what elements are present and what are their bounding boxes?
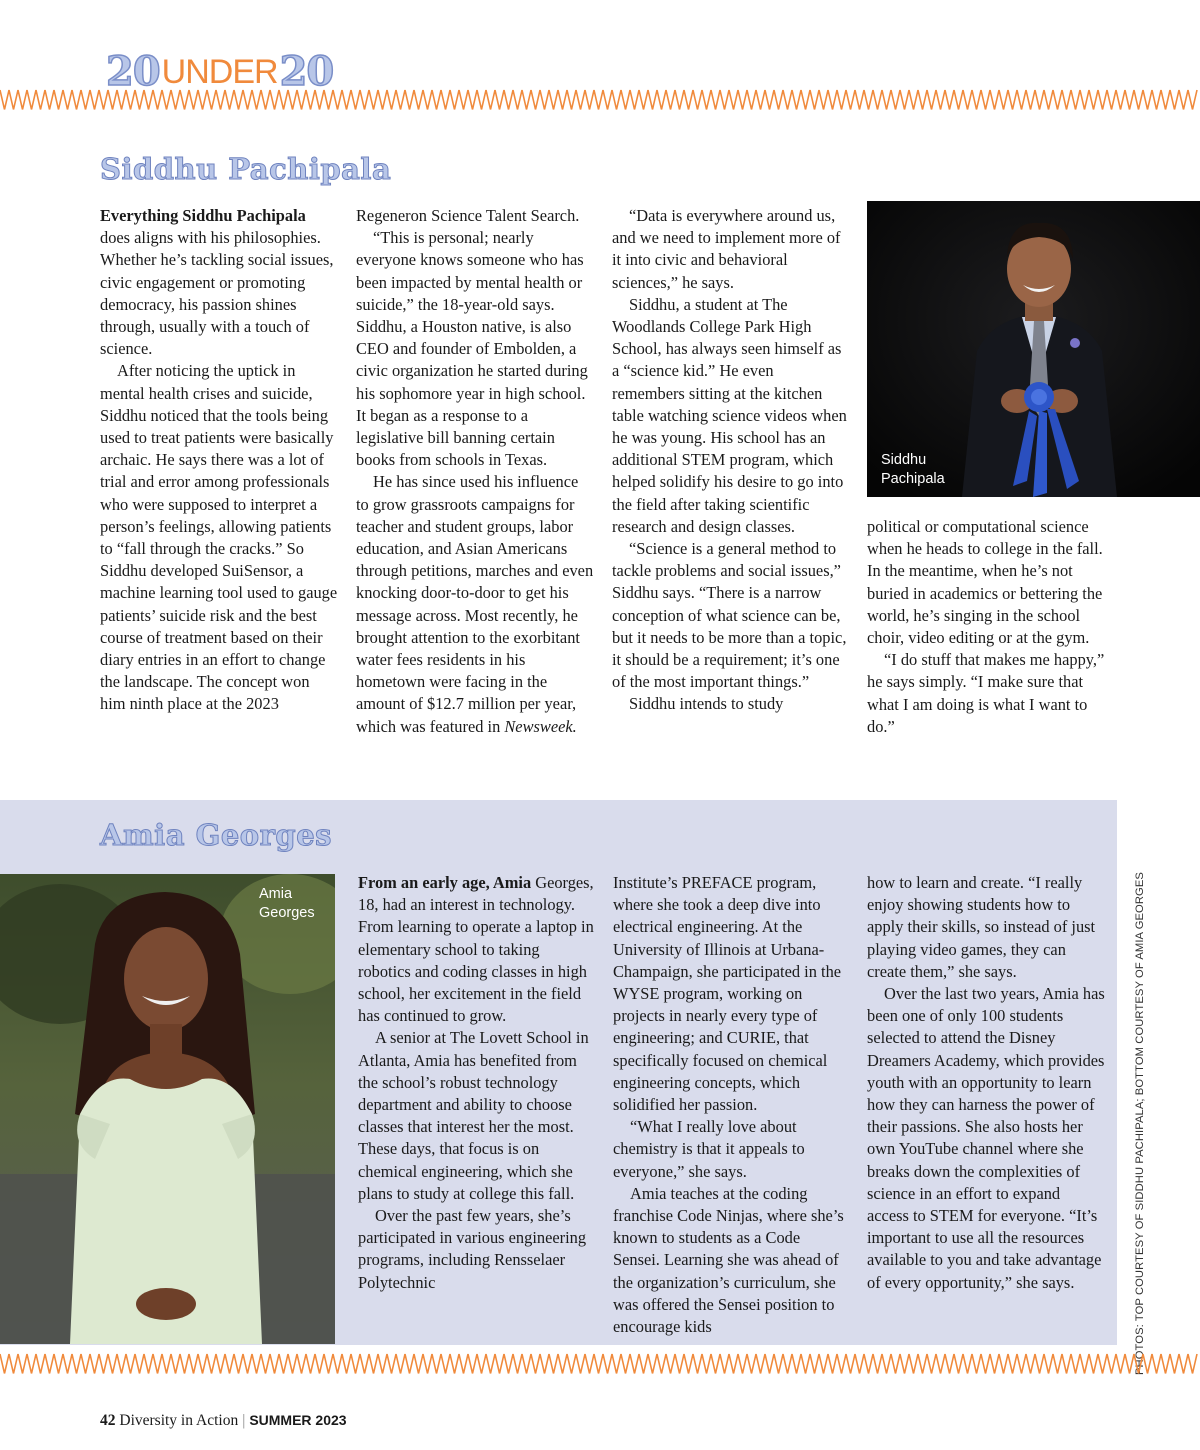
siddhu-column-2	[356, 205, 594, 738]
top-zigzag-rule	[0, 86, 1200, 114]
paragraph	[356, 205, 594, 227]
paragraph	[100, 360, 338, 715]
page-number: 42	[100, 1412, 116, 1429]
amia-column-2	[613, 872, 851, 1338]
profile-heading-siddhu: Siddhu Pachipala	[100, 152, 392, 186]
paragraph	[613, 872, 851, 1116]
paragraph	[867, 983, 1105, 1294]
lead-in: From an early age, Amia	[358, 873, 532, 892]
bottom-zigzag-rule	[0, 1350, 1200, 1378]
paragraph-text: “What I really love about chemistry is that it appeals to everyone,” she says.	[613, 1117, 805, 1181]
italic-text: Newsweek.	[504, 716, 577, 736]
paragraph-text: political or computational science when he heads to college in the fall. In the meantime, when he’s not buried in academics or bettering the world, he’s singing in the school choir, video editing or at the gym.	[867, 517, 1103, 648]
paragraph	[612, 205, 850, 294]
paragraph-text: “I do stuff that makes me happy,” he says simply. “I make sure that what I am doing is what I want to do.”	[867, 650, 1105, 736]
paragraph-text: A senior at The Lovett School in Atlanta, Amia has benefited from the school’s robust technology department and ability to choose classes that interest her the most. These days, that focus is on chemical engineering, which she plans to study at college this fall.	[358, 1028, 589, 1203]
amia-portrait-image	[0, 874, 335, 1344]
page-footer	[100, 1412, 347, 1430]
paragraph	[612, 538, 850, 693]
paragraph-text: Siddhu intends to study	[629, 694, 784, 714]
logo-under: UNDER	[161, 53, 278, 91]
siddhu-photo	[867, 201, 1200, 497]
amia-column-1	[358, 872, 596, 1294]
paragraph	[867, 516, 1105, 649]
paragraph-text: “Data is everywhere around us, and we need to implement more of it into civic and behavioral sciences,” he says.	[612, 206, 841, 292]
logo-number-left: 20	[106, 48, 160, 95]
publication-name: Diversity in Action	[119, 1412, 239, 1429]
paragraph-text: Regeneron Science Talent Search.	[356, 206, 580, 225]
amia-column-3	[867, 872, 1105, 1294]
paragraph	[358, 872, 596, 1027]
paragraph-text: how to learn and create. “I really enjoy showing students how to apply their skills, so instead of just playing video games, they can create them,” she says.	[867, 873, 1096, 981]
logo-number-right: 20	[279, 48, 334, 95]
paragraph	[867, 649, 1105, 738]
paragraph-text: Over the last two years, Amia has been one of only 100 students selected to attend the Disney Dreamers Academy, which provides youth with an opportunity to learn how they can harness the power of their passions. She also hosts her own YouTube channel where she breaks down the complexities of science in an effort to expand access to STEM for everyone. “It’s important to use all the resources available to you and take advantage of every opportunity,” she says.	[867, 984, 1105, 1292]
amia-photo-caption: Amia Georges	[259, 886, 315, 921]
footer-separator: |	[242, 1412, 246, 1429]
paragraph	[356, 471, 594, 737]
paragraph-text: “Science is a general method to tackle problems and social issues,” Siddhu says. “There is a narrow conception of what science can be, but it needs to be more than a topic, it should be a requirement; it’s one of the most important things.”	[612, 539, 847, 692]
photo-credit: PHOTOS: TOP COURTESY OF SIDDHU PACHIPALA; BOTTOM COURTESY OF AMIA GEORGES	[1134, 872, 1146, 1375]
paragraph	[612, 693, 850, 715]
amia-photo	[0, 874, 335, 1344]
paragraph-text: After noticing the uptick in mental health crises and suicide, Siddhu noticed that the tools being used to treat patients were basically archaic. He says there was a lot of trial and error among professionals who were supposed to interpret a person’s feelings, allowing patients to “fall through the cracks.” So Siddhu developed SuiSensor, a machine learning tool used to gauge patients’ suicide risk and the best course of treatment based on their diary entries in an effort to change the landscape. The concept won him ninth place at the 2023	[100, 361, 338, 714]
paragraph-text: Siddhu, a student at The Woodlands College Park High School, has always seen himself as a “science kid.” He even remembers sitting at the kitchen table watching science videos when he was young. His school has an additional STEM program, which helped solidify his desire to go into the field after taking scientific research and design classes.	[612, 294, 847, 536]
siddhu-column-1	[100, 205, 338, 716]
paragraph	[867, 872, 1105, 983]
siddhu-column-3	[612, 205, 850, 716]
siddhu-photo-caption: Siddhu Pachipala	[881, 452, 945, 487]
paragraph	[612, 294, 850, 538]
paragraph-text: He has since used his influence to grow grassroots campaigns for teacher and student groups, labor education, and Asian Americans through petitions, marches and even knocking door-to-door to get his message across. Most recently, he brought attention to the exorbitant water fees residents in his hometown were facing in the amount of $12.7 million per year, which was featured in	[356, 472, 594, 736]
paragraph	[358, 1027, 596, 1205]
paragraph	[613, 1116, 851, 1183]
paragraph-text: Amia teaches at the coding franchise Code Ninjas, where she’s known to students as a Code Sensei. Learning she was ahead of the organization’s curriculum, she was offered the Sensei position to encourage kids	[613, 1183, 844, 1337]
siddhu-column-4	[867, 516, 1105, 738]
paragraph-text: “This is personal; nearly everyone knows someone who has been impacted by mental health or suicide,” the 18-year-old says. Siddhu, a Houston native, is also CEO and founder of Embolden, a civic organization he started during his sophomore year in high school. It began as a response to a legislative bill banning certain books from schools in Texas.	[356, 228, 588, 470]
paragraph-text: does aligns with his philosophies. Whether he’s tackling social issues, civic engagement or promoting democracy, his passion shines through, usually with a touch of science.	[100, 228, 334, 359]
paragraph-text: Georges, 18, had an interest in technology. From learning to operate a laptop in elementary school to taking robotics and coding classes in high school, her excitement in the field has continued to grow.	[358, 873, 594, 1026]
paragraph	[100, 205, 338, 360]
paragraph-text: Institute’s PREFACE program, where she took a deep dive into electrical engineering. At the University of Illinois at Urbana-Champaign, she participated in the WYSE program, working on projects in nearly every type of engineering; and CURIE, that specifically focused on chemical engineering concepts, which solidified her passion.	[613, 873, 842, 1115]
paragraph	[613, 1183, 851, 1338]
paragraph-text: Over the past few years, she’s participated in various engineering programs, including Rensselaer Polytechnic	[358, 1206, 587, 1292]
paragraph	[356, 227, 594, 471]
profile-heading-amia: Amia Georges	[100, 818, 332, 852]
lead-in: Everything Siddhu Pachipala	[100, 206, 306, 225]
paragraph	[358, 1205, 596, 1294]
issue-label: SUMMER 2023	[249, 1412, 347, 1428]
